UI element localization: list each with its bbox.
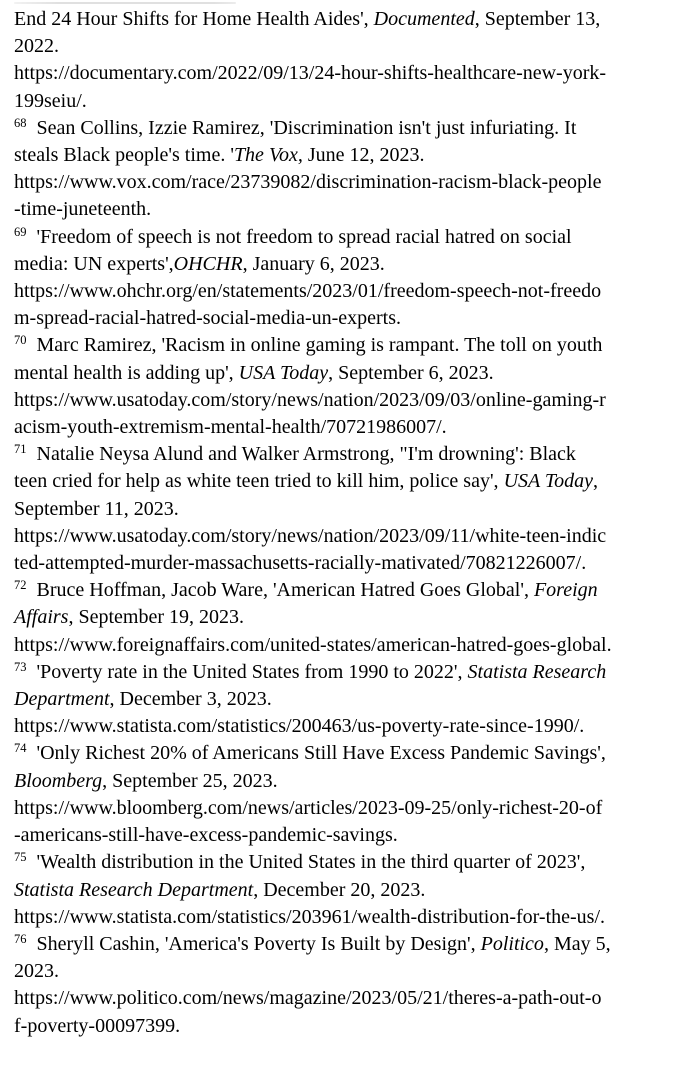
source-title: Statista Research Department	[14, 878, 254, 901]
footnote-number: 70	[14, 333, 27, 348]
footnote-line	[14, 224, 690, 251]
footnote-line	[14, 904, 690, 931]
footnote-text: https://www.statista.com/statistics/203961/wealth-distribution-for-the-us/.	[14, 905, 606, 928]
footnote-text: Natalie Neysa Alund and Walker Armstrong, "I'm drowning': Black	[26, 443, 576, 466]
footnote-line	[14, 496, 690, 523]
footnote-text: 'Wealth distribution in the United States in the third quarter of 2023',	[26, 851, 586, 874]
footnote-line	[14, 849, 690, 876]
footnote-line	[14, 686, 690, 713]
footnote-text: acism-youth-extremism-mental-health/70721986007/.	[14, 416, 447, 439]
source-title: USA Today	[238, 361, 329, 384]
footnote-line	[14, 822, 690, 849]
footnote-line	[14, 387, 690, 414]
footnote-text: 'Poverty rate in the United States from 1990 to 2022',	[26, 660, 468, 683]
footnote-text: media: UN experts',	[14, 252, 174, 275]
footnote-line	[14, 196, 690, 223]
footnote-line	[14, 523, 690, 550]
footnote-line	[14, 1013, 690, 1040]
footnote-line	[14, 604, 690, 631]
footnote-text: https://documentary.com/2022/09/13/24-hour-shifts-healthcare-new-york-	[14, 62, 607, 85]
footnote-text: Sean Collins, Izzie Ramirez, 'Discrimination isn't just infuriating. It	[26, 116, 577, 139]
source-title: OHCHR	[173, 252, 243, 275]
footnote-text: 'Freedom of speech is not freedom to spread racial hatred on social	[26, 225, 572, 248]
footnote-line	[14, 632, 690, 659]
footnote-number: 71	[14, 442, 27, 457]
footnote-line	[14, 441, 690, 468]
footnote-number: 69	[14, 224, 27, 239]
footnote-text: , September 19, 2023.	[68, 606, 244, 629]
footnote-text: , December 20, 2023.	[253, 878, 426, 901]
footnote-number: 75	[14, 850, 27, 865]
footnote-text: https://www.usatoday.com/story/news/nation/2023/09/11/white-teen-indic	[14, 524, 607, 547]
footnote-text: teen cried for help as white teen tried to kill him, police say',	[14, 470, 504, 493]
footnote-line	[14, 550, 690, 577]
footnote-line	[14, 713, 690, 740]
source-title: Statista Research	[467, 660, 607, 683]
source-title: USA Today	[503, 470, 594, 493]
source-title: Affairs	[14, 606, 69, 629]
footnote-line	[14, 740, 690, 767]
footnote-text: Sheryll Cashin, 'America's Poverty Is Built by Design',	[26, 932, 481, 955]
source-title: Department	[14, 688, 110, 711]
footnote-line	[14, 795, 690, 822]
footnote-72	[14, 577, 690, 659]
footnote-line	[14, 60, 690, 87]
footnote-number: 74	[14, 741, 27, 756]
footnote-text: 199seiu/.	[14, 89, 87, 112]
footnote-text: mental health is adding up',	[14, 361, 239, 384]
footnote-text: September 11, 2023.	[14, 497, 179, 520]
footnote-text: -americans-still-have-excess-pandemic-savings.	[14, 824, 398, 847]
footnotes-list	[14, 6, 690, 1040]
footnote-line	[14, 360, 690, 387]
footnote-text: , January 6, 2023.	[242, 252, 385, 275]
footnote-text: End 24 Hour Shifts for Home Health Aides',	[14, 8, 374, 30]
footnote-text: m-spread-racial-hatred-social-media-un-experts.	[14, 307, 402, 330]
footnote-line	[14, 931, 690, 958]
page-top-divider	[14, 2, 236, 4]
footnote-line	[14, 6, 690, 33]
footnote-line	[14, 88, 690, 115]
footnote-text: ,	[593, 470, 599, 493]
footnote-text: 'Only Richest 20% of Americans Still Have Excess Pandemic Savings',	[26, 742, 606, 765]
footnote-70	[14, 332, 690, 441]
footnote-text: June 12, 2023.	[302, 144, 425, 167]
footnote-text: ted-attempted-murder-massachusetts-racially-mativated/70821226007/.	[14, 552, 587, 575]
footnote-text: Marc Ramirez, 'Racism in online gaming is rampant. The toll on youth	[26, 334, 603, 357]
footnote-71	[14, 441, 690, 577]
footnote-75	[14, 849, 690, 931]
footnote-line	[14, 768, 690, 795]
footnote-number: 73	[14, 659, 27, 674]
footnote-text: https://www.bloomberg.com/news/articles/2023-09-25/only-richest-20-of	[14, 796, 603, 819]
footnote-text: , September 13,	[474, 8, 601, 30]
footnote-text: https://www.usatoday.com/story/news/nation/2023/09/03/online-gaming-r	[14, 388, 606, 411]
footnote-line	[14, 169, 690, 196]
footnote-text: https://www.foreignaffairs.com/united-states/american-hatred-goes-global.	[14, 633, 612, 656]
footnote-73	[14, 659, 690, 741]
footnote-text: , May 5,	[543, 932, 611, 955]
footnote-74	[14, 740, 690, 849]
footnote-line	[14, 877, 690, 904]
footnote-76	[14, 931, 690, 1040]
footnote-text: 2022.	[14, 35, 59, 58]
footnote-line	[14, 659, 690, 686]
footnote-text: https://www.ohchr.org/en/statements/2023/01/freedom-speech-not-freedo	[14, 280, 602, 303]
footnote-line	[14, 332, 690, 359]
footnote-line	[14, 142, 690, 169]
footnote-69	[14, 224, 690, 333]
footnote-continuation	[14, 6, 690, 115]
source-title: The Vox,	[233, 144, 303, 167]
footnote-line	[14, 468, 690, 495]
footnote-text: https://www.politico.com/news/magazine/2023/05/21/theres-a-path-out-o	[14, 987, 602, 1010]
footnote-line	[14, 414, 690, 441]
footnote-text: , December 3, 2023.	[109, 688, 272, 711]
footnote-text: https://www.vox.com/race/23739082/discrimination-racism-black-people	[14, 171, 602, 194]
footnote-line	[14, 958, 690, 985]
footnote-line	[14, 278, 690, 305]
footnote-text: Bruce Hoffman, Jacob Ware, 'American Hatred Goes Global',	[26, 579, 534, 602]
footnote-68	[14, 115, 690, 224]
footnote-number: 76	[14, 931, 27, 946]
footnote-text: -time-juneteenth.	[14, 198, 152, 221]
source-title: Politico	[480, 932, 544, 955]
source-title: Foreign	[533, 579, 598, 602]
source-title: Documented	[373, 8, 475, 30]
footnote-line	[14, 251, 690, 278]
footnote-text: , September 6, 2023.	[328, 361, 494, 384]
footnote-text: steals Black people's time. '	[14, 144, 234, 167]
footnote-number: 68	[14, 115, 27, 130]
footnote-text: , September 25, 2023.	[102, 769, 278, 792]
source-title: Bloomberg	[14, 769, 103, 792]
footnote-line	[14, 985, 690, 1012]
footnote-line	[14, 115, 690, 142]
footnote-line	[14, 33, 690, 60]
footnote-line	[14, 577, 690, 604]
footnote-number: 72	[14, 578, 27, 593]
footnote-line	[14, 305, 690, 332]
footnote-text: 2023.	[14, 960, 59, 983]
footnote-text: f-poverty-00097399.	[14, 1014, 181, 1037]
footnote-text: https://www.statista.com/statistics/200463/us-poverty-rate-since-1990/.	[14, 715, 585, 738]
